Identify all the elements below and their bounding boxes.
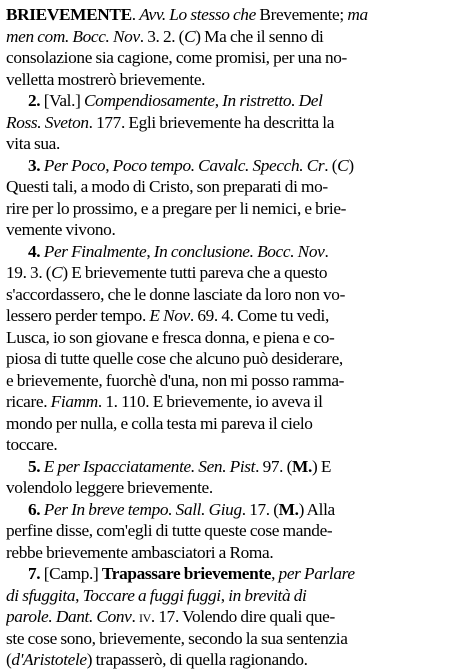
- text-run: Per Poco: [43, 155, 106, 175]
- text-run: C: [51, 263, 63, 282]
- text-run: [Camp.]: [43, 564, 102, 583]
- entry-text-line: [6, 47, 468, 69]
- text-run: ) E: [311, 456, 332, 476]
- entry-text-line: [6, 90, 468, 112]
- text-run: in brevità di: [228, 585, 307, 605]
- text-run: iv: [138, 607, 151, 626]
- text-run: per Parlare: [278, 564, 355, 583]
- entry-text-line: [6, 4, 468, 26]
- text-run: ste cose sono, brievemente, secondo la sua sentenzia: [6, 628, 348, 648]
- entry-text-line: [6, 606, 468, 628]
- entry-text-line: [6, 69, 468, 91]
- text-run: . 69. 4. Come tu vedi,: [189, 306, 329, 325]
- text-run: 6.: [28, 499, 44, 519]
- text-run: Avv. Lo stesso che: [139, 5, 260, 24]
- text-run: men com. Bocc. Nov: [6, 26, 140, 46]
- entry-text-line: [6, 284, 468, 306]
- text-run: toccare.: [6, 435, 58, 454]
- text-run: d'Aristotele: [11, 650, 87, 669]
- text-run: C: [184, 26, 196, 46]
- text-run: ,: [220, 585, 229, 605]
- text-run: . 17. Volendo dire quali que-: [150, 607, 335, 626]
- text-run: rebbe brievemente ambasciatori a Roma.: [6, 542, 274, 562]
- text-run: Compendiosamente: [83, 91, 215, 110]
- text-run: BRIEVEMENTE: [6, 5, 132, 24]
- text-run: . 177. Egli brievemente ha descritta la: [88, 112, 335, 132]
- text-run: Poco tempo. Cavalc. Specch. Cr: [112, 155, 325, 175]
- entry-text-line: [6, 434, 468, 456]
- text-run: .: [131, 607, 139, 626]
- text-run: . 3. 2. (: [139, 26, 185, 46]
- text-run: vemente vivono.: [6, 220, 116, 239]
- text-run: parole. Dant. Conv: [6, 607, 132, 626]
- text-run: ,: [105, 155, 113, 175]
- text-run: Lusca, io son giovane e fresca donna, e piena e co-: [6, 327, 335, 347]
- entry-text-line: [6, 262, 468, 284]
- text-run: .: [324, 241, 329, 261]
- entry-text-line: [6, 305, 468, 327]
- text-run: perfine disse, com'egli di tutte queste cose mande-: [6, 521, 333, 540]
- text-run: 5.: [28, 456, 44, 476]
- text-run: M.: [278, 499, 299, 519]
- text-run: E Nov: [149, 306, 190, 325]
- text-run: In ristretto. Del: [222, 91, 323, 110]
- text-run: ) trapasserò, di quella ragionando.: [86, 650, 308, 669]
- entry-text-line: [6, 649, 468, 671]
- text-run: . 17. (: [241, 499, 279, 519]
- text-run: 4.: [28, 241, 44, 261]
- text-run: 19. 3. (: [6, 263, 52, 282]
- text-run: ) E brievemente tutti pareva che a questo: [62, 263, 328, 282]
- entry-text-line: [6, 542, 468, 564]
- text-run: . 97. (: [255, 456, 293, 476]
- text-run: ,: [75, 585, 83, 605]
- entry-text-line: [6, 391, 468, 413]
- entry-text-line: [6, 370, 468, 392]
- text-run: E per Ispacciatamente. Sen. Pist: [43, 456, 256, 476]
- entry-text-line: [6, 628, 468, 650]
- entry-text-line: [6, 241, 468, 263]
- text-run: Per In breve tempo. Sall. Giug: [43, 499, 242, 519]
- text-run: Toccare a fuggi fuggi: [82, 585, 221, 605]
- text-run: ,: [271, 564, 279, 583]
- text-run: s'accordassero, che le donne lasciate da loro non vo-: [6, 284, 346, 304]
- text-run: 2.: [28, 91, 44, 110]
- text-run: . (: [324, 155, 338, 175]
- text-run: ,: [214, 91, 223, 110]
- text-run: In conclusione. Bocc. Nov: [153, 241, 325, 261]
- text-run: consolazione sia cagione, come promisi, per una no-: [6, 48, 347, 67]
- text-run: di sfuggita: [6, 585, 76, 605]
- entry-text-line: [6, 176, 468, 198]
- text-run: Brevemente: [259, 5, 340, 24]
- entry-text-line: [6, 198, 468, 220]
- entry-text-line: [6, 155, 468, 177]
- entry-text-line: [6, 499, 468, 521]
- entry-text-line: [6, 112, 468, 134]
- text-run: volendolo leggere brievemente.: [6, 478, 213, 497]
- text-run: Fiamm: [50, 392, 98, 411]
- text-run: ;: [339, 5, 348, 24]
- text-run: 3.: [28, 155, 44, 175]
- text-run: Questi tali, a modo di Cristo, son preparati di mo-: [6, 177, 328, 196]
- text-run: Per Finalmente: [43, 241, 147, 261]
- text-run: Trapassare brievemente: [101, 564, 272, 583]
- text-run: ricare.: [6, 392, 51, 411]
- entry-text-line: [6, 348, 468, 370]
- entry-text-line: [6, 563, 468, 585]
- entry-text-line: [6, 520, 468, 542]
- text-run: ,: [146, 241, 154, 261]
- text-run: lessero perder tempo.: [6, 306, 150, 325]
- entry-text-line: [6, 219, 468, 241]
- entry-text-line: [6, 26, 468, 48]
- text-run: mondo per nulla, e colla testa mi pareva il cielo: [6, 413, 313, 433]
- text-run: vita sua.: [6, 134, 60, 153]
- text-run: velletta mostrerò brievemente.: [6, 69, 206, 89]
- entry-text-line: [6, 477, 468, 499]
- text-run: C: [337, 155, 349, 175]
- text-run: ): [348, 155, 354, 175]
- text-run: (: [6, 650, 12, 669]
- text-run: M.: [292, 456, 312, 476]
- entry-text-line: [6, 456, 468, 478]
- text-run: rire per lo prossimo, e a pregare per li nemici, e brie-: [6, 198, 347, 218]
- text-run: . 1. 110. E brievemente, io aveva il: [97, 392, 323, 411]
- text-run: ) Alla: [298, 499, 335, 519]
- text-run: piosa di tutte quelle cose che alcuno può desiderare,: [6, 349, 343, 368]
- text-run: [Val.]: [43, 91, 84, 110]
- text-run: ma: [347, 5, 368, 24]
- entry-text-line: [6, 585, 468, 607]
- text-run: e brievemente, fuorchè d'una, non mi posso ramma-: [6, 370, 345, 390]
- entry-text-line: [6, 133, 468, 155]
- entry-text-line: [6, 413, 468, 435]
- text-run: .: [131, 5, 140, 24]
- text-run: Ross. Sveton: [6, 112, 89, 132]
- text-run: 7.: [28, 564, 44, 583]
- text-run: ) Ma che il senno di: [195, 26, 324, 46]
- entry-text-line: [6, 327, 468, 349]
